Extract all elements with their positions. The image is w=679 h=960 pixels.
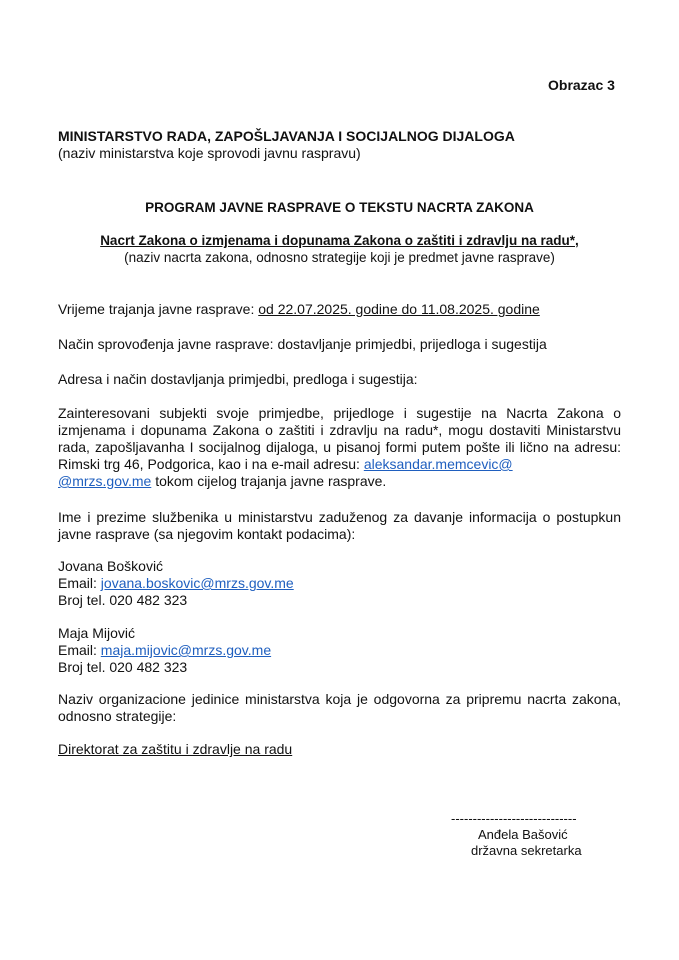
duration-value: od 22.07.2025. godine do 11.08.2025. godine xyxy=(258,301,540,317)
contact-block xyxy=(58,625,271,676)
ministry-note: (naziv ministarstva koje sprovodi javnu raspravu) xyxy=(58,145,361,161)
email-link-maja[interactable]: maja.mijovic@mrzs.gov.me xyxy=(100,642,272,658)
unit-name: Direktorat za zaštitu i zdravlje na radu xyxy=(58,741,293,757)
duration-line xyxy=(58,301,540,318)
contact-name: Jovana Bošković xyxy=(58,558,164,574)
contact-block xyxy=(58,558,294,609)
program-title: PROGRAM JAVNE RASPRAVE O TEKSTU NACRTA ZAKONA xyxy=(145,200,534,215)
address-heading: Adresa i način dostavljanja primjedbi, predloga i sugestija: xyxy=(58,371,418,387)
form-number: Obrazac 3 xyxy=(548,77,615,93)
unit-heading: Naziv organizacione jedinice ministarstva koja je odgovorna za pripremu nacrta zakona, odnosno strategije: xyxy=(58,691,621,724)
email-label: Email: xyxy=(58,642,97,658)
contact-name: Maja Mijović xyxy=(58,625,136,641)
official-heading: Ime i prezime službenika u ministarstvu zaduženog za davanje informacija o postupkun javne rasprave (sa njegovim kontakt podacima): xyxy=(58,509,621,542)
contact-email-line xyxy=(58,575,294,592)
contact-phone: Broj tel. 020 482 323 xyxy=(58,659,188,675)
signatory-name: Anđela Bašović xyxy=(478,827,568,842)
address-text-end: tokom cijelog trajanja javne rasprave. xyxy=(155,473,387,489)
email-label: Email: xyxy=(58,575,97,591)
email-link-jovana[interactable]: jovana.boskovic@mrzs.gov.me xyxy=(100,575,294,591)
contact-email-line xyxy=(58,642,271,659)
signature-line: ----------------------------- xyxy=(451,811,577,826)
method-line xyxy=(58,336,547,353)
address-paragraph xyxy=(58,405,621,490)
signatory-role: državna sekretarka xyxy=(471,843,582,858)
draft-title: Nacrt Zakona o izmjenama i dopunama Zakona o zaštiti i zdravlju na radu*, xyxy=(100,233,579,248)
method-label: Način sprovođenja javne rasprave: xyxy=(58,336,274,352)
address-text: Zainteresovani subjekti svoje primjedbe, prijedloge i sugestije na Nacrta Zakona o izmjenama i dopunama Zakona o zaštiti i zdravlju na radu*, mogu dostaviti Ministarstvu rada, zapošljavanha I socijalnog dijaloga, u pisanoj formi putem pošte ili lično na adresu: Rimski trg 46, Podgorica, kao i na e-mail adresu: xyxy=(58,405,621,472)
method-value: dostavljanje primjedbi, prijedloga i sugestija xyxy=(277,336,547,352)
contact-phone: Broj tel. 020 482 323 xyxy=(58,592,188,608)
draft-note: (naziv nacrta zakona, odnosno strategije koji je predmet javne rasprave) xyxy=(124,250,555,265)
email-link-aleksandar-domain[interactable]: @mrzs.gov.me xyxy=(58,473,152,489)
ministry-name: MINISTARSTVO RADA, ZAPOŠLJAVANJA I SOCIJALNOG DIJALOGA xyxy=(58,128,515,144)
duration-label: Vrijeme trajanja javne rasprave: xyxy=(58,301,255,317)
email-link-aleksandar[interactable]: aleksandar.memcevic@ xyxy=(363,456,513,472)
